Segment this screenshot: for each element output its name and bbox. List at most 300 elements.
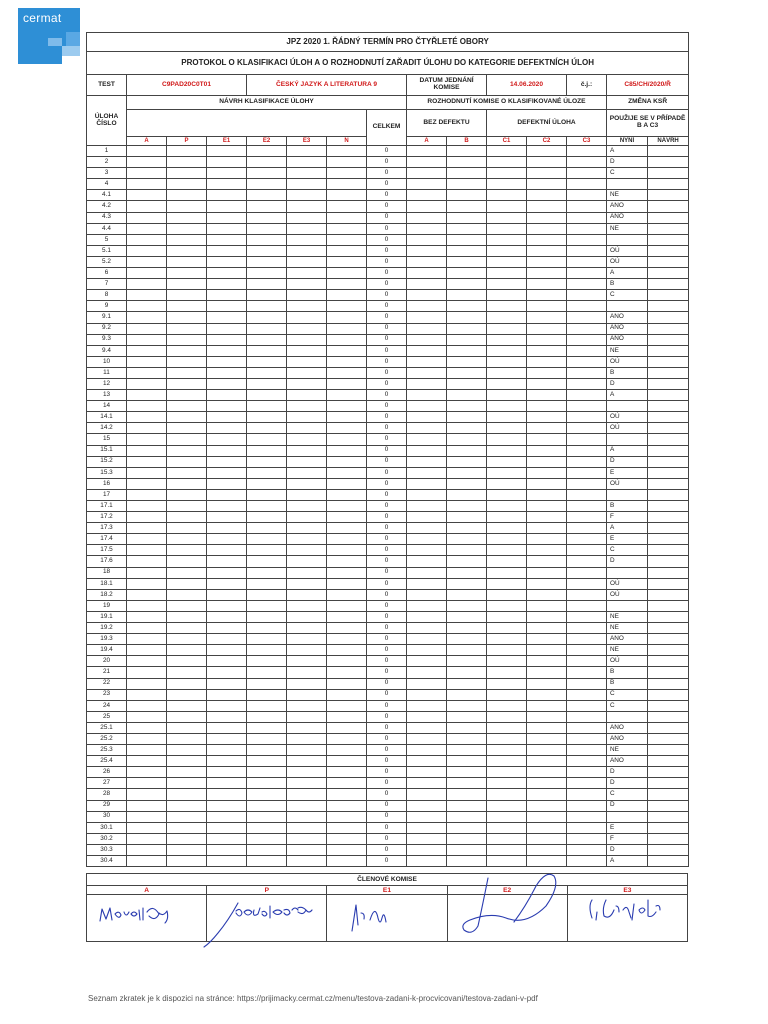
subcolumn-header: C1	[487, 137, 527, 146]
key-now-cell: D	[607, 556, 648, 567]
task-number: 26	[87, 767, 127, 778]
empty-cell	[447, 390, 487, 401]
empty-cell	[487, 789, 527, 800]
key-now-cell: C	[607, 168, 648, 179]
table-row	[87, 445, 689, 456]
empty-cell	[407, 334, 447, 345]
key-proposal-cell	[648, 767, 689, 778]
empty-cell	[207, 722, 247, 733]
empty-cell	[207, 856, 247, 867]
task-number: 21	[87, 667, 127, 678]
empty-cell	[287, 168, 327, 179]
empty-cell	[167, 556, 207, 567]
empty-cell	[527, 822, 567, 833]
task-number: 30.1	[87, 822, 127, 833]
empty-cell	[447, 201, 487, 212]
empty-cell	[287, 445, 327, 456]
empty-cell	[407, 501, 447, 512]
key-proposal-cell	[648, 600, 689, 611]
task-number: 9.3	[87, 334, 127, 345]
total-cell: 0	[367, 656, 407, 667]
footer-note: Seznam zkratek je k dispozici na stránce: https://prijimacky.cermat.cz/menu/testova-zadani-k-procvicovani/testova-zadani-v-pdf	[88, 994, 538, 1003]
empty-cell	[487, 856, 527, 867]
empty-cell	[127, 434, 167, 445]
empty-cell	[487, 323, 527, 334]
empty-cell	[167, 323, 207, 334]
empty-cell	[407, 800, 447, 811]
empty-cell	[287, 689, 327, 700]
empty-cell	[487, 811, 527, 822]
empty-cell	[567, 345, 607, 356]
empty-cell	[287, 356, 327, 367]
empty-cell	[527, 390, 567, 401]
key-now-cell: ANO	[607, 756, 648, 767]
key-proposal-cell	[648, 689, 689, 700]
empty-cell	[127, 478, 167, 489]
empty-cell	[127, 667, 167, 678]
empty-cell	[527, 312, 567, 323]
empty-cell	[247, 789, 287, 800]
document-title: JPZ 2020 1. ŘÁDNÝ TERMÍN PRO ČTYŘLETÉ OBORY	[87, 33, 689, 52]
empty-cell	[167, 356, 207, 367]
subcolumn-header: E2	[247, 137, 287, 146]
empty-cell	[327, 689, 367, 700]
total-cell: 0	[367, 434, 407, 445]
empty-cell	[527, 745, 567, 756]
empty-cell	[207, 179, 247, 190]
empty-cell	[407, 811, 447, 822]
empty-cell	[247, 844, 287, 855]
key-now-cell: D	[607, 378, 648, 389]
key-now-cell: OÚ	[607, 578, 648, 589]
empty-cell	[327, 634, 367, 645]
empty-cell	[407, 711, 447, 722]
table-row	[87, 301, 689, 312]
empty-cell	[127, 367, 167, 378]
empty-cell	[407, 190, 447, 201]
empty-cell	[207, 434, 247, 445]
signature-box	[567, 895, 687, 942]
empty-cell	[447, 523, 487, 534]
total-cell: 0	[367, 467, 407, 478]
cj-label: č.j.:	[567, 75, 607, 96]
empty-cell	[447, 323, 487, 334]
empty-cell	[167, 745, 207, 756]
task-number: 27	[87, 778, 127, 789]
table-row	[87, 223, 689, 234]
empty-cell	[167, 334, 207, 345]
empty-cell	[407, 745, 447, 756]
key-now-cell: B	[607, 667, 648, 678]
empty-cell	[247, 168, 287, 179]
empty-cell	[567, 467, 607, 478]
empty-cell	[407, 401, 447, 412]
empty-cell	[527, 589, 567, 600]
total-cell: 0	[367, 478, 407, 489]
task-number: 28	[87, 789, 127, 800]
total-cell: 0	[367, 578, 407, 589]
task-number: 24	[87, 700, 127, 711]
empty-cell	[287, 745, 327, 756]
table-row	[87, 201, 689, 212]
date-label: DATUM JEDNÁNÍ KOMISE	[407, 75, 487, 96]
empty-cell	[167, 689, 207, 700]
empty-cell	[447, 733, 487, 744]
empty-cell	[287, 268, 327, 279]
empty-cell	[287, 534, 327, 545]
empty-cell	[127, 833, 167, 844]
empty-cell	[287, 367, 327, 378]
empty-cell	[527, 478, 567, 489]
empty-cell	[447, 434, 487, 445]
empty-cell	[527, 700, 567, 711]
empty-cell	[287, 212, 327, 223]
empty-cell	[207, 412, 247, 423]
empty-cell	[487, 223, 527, 234]
table-row	[87, 434, 689, 445]
key-now-cell: ANO	[607, 312, 648, 323]
empty-cell	[167, 722, 207, 733]
table-row	[87, 412, 689, 423]
empty-cell	[567, 378, 607, 389]
zmena-header: ZMĚNA KSŘ	[607, 96, 689, 110]
task-number: 4.2	[87, 201, 127, 212]
key-now-cell: A	[607, 390, 648, 401]
empty-cell	[487, 733, 527, 744]
empty-cell	[567, 745, 607, 756]
empty-cell	[567, 545, 607, 556]
empty-cell	[407, 778, 447, 789]
key-now-cell	[607, 179, 648, 190]
empty-cell	[567, 733, 607, 744]
empty-cell	[527, 844, 567, 855]
key-now-cell: B	[607, 367, 648, 378]
task-number: 18	[87, 567, 127, 578]
key-proposal-cell	[648, 345, 689, 356]
subcolumn-header: N	[327, 137, 367, 146]
empty-cell	[487, 301, 527, 312]
empty-cell	[407, 301, 447, 312]
empty-cell	[127, 689, 167, 700]
empty-cell	[447, 334, 487, 345]
empty-cell	[127, 512, 167, 523]
empty-cell	[487, 445, 527, 456]
empty-cell	[407, 445, 447, 456]
empty-cell	[247, 811, 287, 822]
total-cell: 0	[367, 645, 407, 656]
empty-cell	[327, 822, 367, 833]
empty-cell	[207, 523, 247, 534]
empty-cell	[247, 489, 287, 500]
empty-cell	[287, 844, 327, 855]
table-row	[87, 279, 689, 290]
empty-cell	[407, 523, 447, 534]
empty-cell	[487, 423, 527, 434]
empty-cell	[247, 345, 287, 356]
key-now-cell	[607, 301, 648, 312]
empty-cell	[407, 600, 447, 611]
empty-cell	[447, 268, 487, 279]
key-now-cell: ANO	[607, 634, 648, 645]
empty-cell	[207, 756, 247, 767]
empty-cell	[167, 844, 207, 855]
empty-cell	[487, 356, 527, 367]
key-now-cell: OÚ	[607, 245, 648, 256]
signature-box	[327, 895, 447, 942]
empty-cell	[567, 811, 607, 822]
key-proposal-cell	[648, 756, 689, 767]
empty-cell	[127, 822, 167, 833]
empty-cell	[127, 567, 167, 578]
empty-cell	[327, 223, 367, 234]
key-proposal-cell	[648, 412, 689, 423]
empty-cell	[527, 722, 567, 733]
key-proposal-cell	[648, 423, 689, 434]
key-now-cell: D	[607, 800, 648, 811]
nyni-header: NYNÍ	[607, 137, 648, 146]
empty-cell	[327, 456, 367, 467]
table-row	[87, 256, 689, 267]
key-now-cell: A	[607, 856, 648, 867]
empty-cell	[247, 856, 287, 867]
empty-cell	[527, 645, 567, 656]
key-now-cell: F	[607, 512, 648, 523]
key-proposal-cell	[648, 722, 689, 733]
task-number: 20	[87, 656, 127, 667]
key-now-cell: OÚ	[607, 656, 648, 667]
table-row	[87, 711, 689, 722]
empty-cell	[207, 234, 247, 245]
empty-cell	[447, 611, 487, 622]
key-now-cell: C	[607, 789, 648, 800]
empty-cell	[407, 245, 447, 256]
empty-cell	[487, 179, 527, 190]
empty-cell	[527, 168, 567, 179]
empty-cell	[207, 545, 247, 556]
empty-cell	[487, 367, 527, 378]
empty-cell	[167, 634, 207, 645]
empty-cell	[167, 312, 207, 323]
empty-cell	[247, 412, 287, 423]
empty-cell	[167, 290, 207, 301]
empty-cell	[567, 623, 607, 634]
subcolumn-header: A	[407, 137, 447, 146]
total-cell: 0	[367, 767, 407, 778]
empty-cell	[327, 434, 367, 445]
task-number: 30.3	[87, 844, 127, 855]
empty-cell	[487, 534, 527, 545]
table-row	[87, 401, 689, 412]
empty-cell	[127, 756, 167, 767]
empty-cell	[207, 767, 247, 778]
empty-cell	[327, 256, 367, 267]
table-row	[87, 356, 689, 367]
total-cell: 0	[367, 556, 407, 567]
empty-cell	[207, 423, 247, 434]
empty-cell	[167, 434, 207, 445]
empty-cell	[127, 467, 167, 478]
empty-cell	[407, 279, 447, 290]
empty-cell	[207, 157, 247, 168]
key-proposal-cell	[648, 212, 689, 223]
empty-cell	[527, 423, 567, 434]
empty-cell	[447, 556, 487, 567]
empty-cell	[487, 212, 527, 223]
empty-cell	[327, 623, 367, 634]
total-cell: 0	[367, 833, 407, 844]
empty-cell	[287, 489, 327, 500]
empty-cell	[127, 212, 167, 223]
empty-cell	[247, 534, 287, 545]
empty-cell	[447, 501, 487, 512]
rozhodnuti-header: ROZHODNUTÍ KOMISE O KLASIFIKOVANÉ ÚLOZE	[407, 96, 607, 110]
empty-cell	[487, 201, 527, 212]
empty-cell	[127, 378, 167, 389]
empty-cell	[527, 445, 567, 456]
empty-cell	[327, 345, 367, 356]
key-proposal-cell	[648, 445, 689, 456]
empty-cell	[567, 556, 607, 567]
empty-cell	[247, 157, 287, 168]
key-now-cell: OÚ	[607, 256, 648, 267]
empty-cell	[487, 667, 527, 678]
empty-cell	[127, 223, 167, 234]
empty-cell	[327, 523, 367, 534]
empty-cell	[127, 312, 167, 323]
task-number: 14.1	[87, 412, 127, 423]
empty-cell	[287, 378, 327, 389]
empty-cell	[167, 423, 207, 434]
empty-cell	[527, 412, 567, 423]
empty-cell	[327, 367, 367, 378]
empty-cell	[487, 146, 527, 157]
key-proposal-cell	[648, 634, 689, 645]
empty-cell	[487, 689, 527, 700]
total-cell: 0	[367, 634, 407, 645]
empty-cell	[127, 268, 167, 279]
key-now-cell	[607, 401, 648, 412]
empty-cell	[407, 534, 447, 545]
empty-cell	[327, 201, 367, 212]
subject: ČESKÝ JAZYK A LITERATURA 9	[247, 75, 407, 96]
empty-cell	[487, 378, 527, 389]
empty-cell	[487, 390, 527, 401]
task-number: 30.4	[87, 856, 127, 867]
empty-cell	[567, 667, 607, 678]
empty-cell	[167, 811, 207, 822]
empty-cell	[407, 423, 447, 434]
empty-cell	[327, 323, 367, 334]
empty-cell	[447, 356, 487, 367]
empty-cell	[247, 711, 287, 722]
empty-cell	[407, 722, 447, 733]
table-row	[87, 367, 689, 378]
key-proposal-cell	[648, 678, 689, 689]
empty-cell	[127, 623, 167, 634]
empty-cell	[527, 689, 567, 700]
empty-cell	[327, 767, 367, 778]
task-number: 17.4	[87, 534, 127, 545]
key-proposal-cell	[648, 223, 689, 234]
empty-cell	[447, 168, 487, 179]
empty-cell	[527, 678, 567, 689]
empty-cell	[487, 800, 527, 811]
empty-cell	[207, 711, 247, 722]
total-cell: 0	[367, 534, 407, 545]
empty-cell	[247, 501, 287, 512]
protocol-document	[86, 32, 688, 867]
empty-cell	[487, 756, 527, 767]
empty-cell	[327, 667, 367, 678]
empty-cell	[127, 523, 167, 534]
key-now-cell: A	[607, 445, 648, 456]
cermat-logo	[18, 8, 80, 64]
key-proposal-cell	[648, 523, 689, 534]
total-cell: 0	[367, 778, 407, 789]
empty-cell	[127, 390, 167, 401]
key-proposal-cell	[648, 146, 689, 157]
task-number: 15	[87, 434, 127, 445]
empty-cell	[287, 201, 327, 212]
empty-cell	[407, 290, 447, 301]
key-proposal-cell	[648, 645, 689, 656]
total-cell: 0	[367, 423, 407, 434]
empty-cell	[487, 600, 527, 611]
empty-cell	[247, 512, 287, 523]
empty-cell	[567, 234, 607, 245]
empty-cell	[247, 822, 287, 833]
key-proposal-cell	[648, 567, 689, 578]
empty-cell	[567, 146, 607, 157]
key-proposal-cell	[648, 478, 689, 489]
empty-cell	[527, 334, 567, 345]
empty-cell	[207, 501, 247, 512]
total-cell: 0	[367, 722, 407, 733]
empty-cell	[127, 678, 167, 689]
empty-cell	[207, 312, 247, 323]
empty-cell	[487, 822, 527, 833]
empty-cell	[247, 356, 287, 367]
empty-cell	[287, 501, 327, 512]
empty-cell	[567, 179, 607, 190]
empty-cell	[287, 733, 327, 744]
empty-cell	[127, 634, 167, 645]
empty-cell	[287, 512, 327, 523]
empty-cell	[527, 545, 567, 556]
empty-cell	[567, 789, 607, 800]
key-now-cell: C	[607, 700, 648, 711]
empty-cell	[167, 367, 207, 378]
empty-cell	[287, 345, 327, 356]
table-row	[87, 268, 689, 279]
empty-cell	[287, 279, 327, 290]
empty-cell	[127, 600, 167, 611]
table-row	[87, 689, 689, 700]
empty-cell	[207, 623, 247, 634]
subcolumn-header: C3	[567, 137, 607, 146]
empty-cell	[287, 678, 327, 689]
empty-cell	[167, 856, 207, 867]
empty-cell	[247, 623, 287, 634]
empty-cell	[487, 268, 527, 279]
empty-cell	[247, 234, 287, 245]
empty-cell	[127, 423, 167, 434]
empty-cell	[127, 168, 167, 179]
empty-cell	[527, 323, 567, 334]
empty-cell	[127, 545, 167, 556]
signature-box	[447, 895, 567, 942]
empty-cell	[567, 534, 607, 545]
